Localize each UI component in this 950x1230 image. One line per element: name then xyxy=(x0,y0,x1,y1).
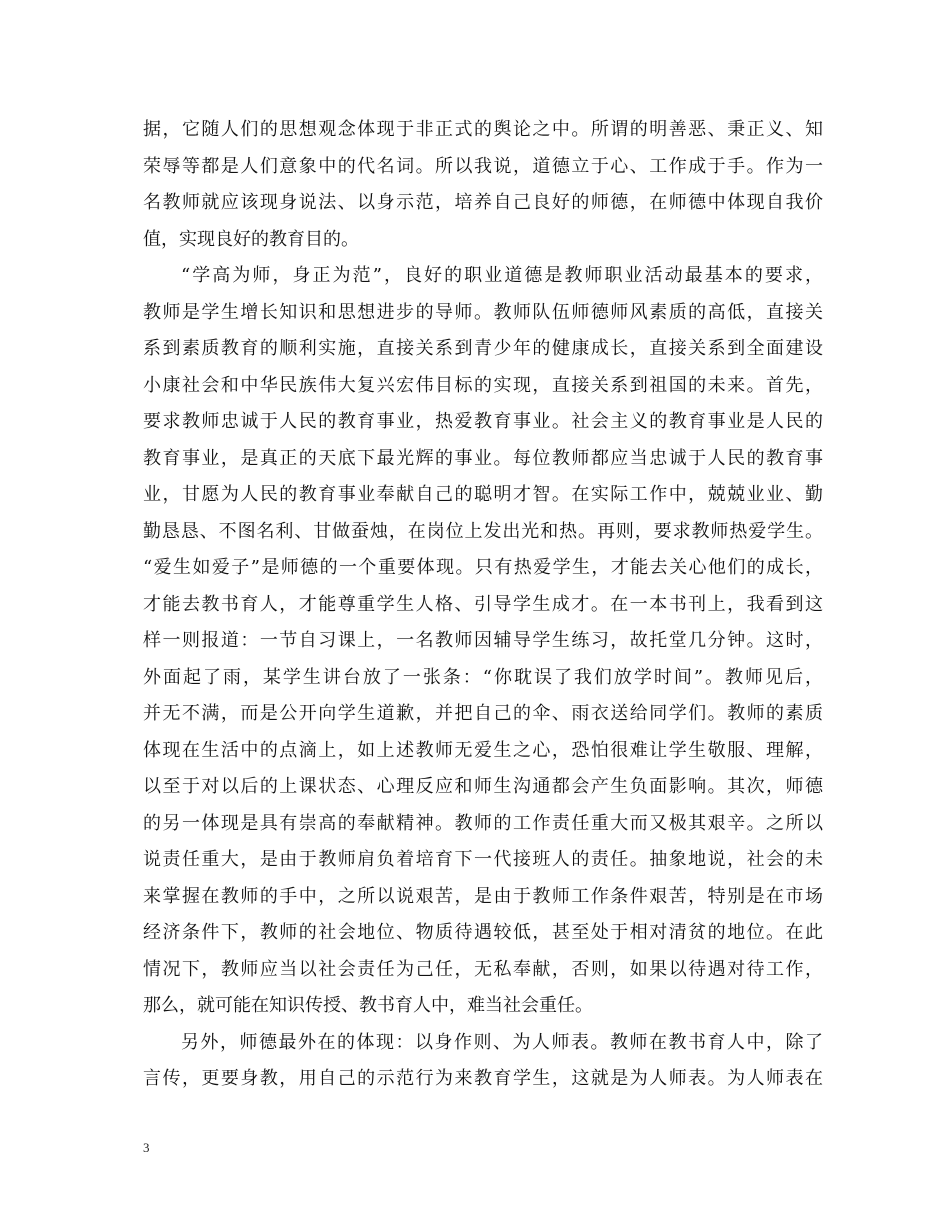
text-line: 那么，就可能在知识传授、教书育人中，难当社会重任。 xyxy=(143,995,593,1016)
text-line: 名教师就应该现身说法、以身示范，培养自己良好的师德，在师德中体现自我价 xyxy=(143,192,823,213)
text-line: 来掌握在教师的手中，之所以说艰苦，是由于教师工作条件艰苦，特别是在市场 xyxy=(143,885,823,907)
text-line: 样一则报道：一节自习课上，一名教师因辅导学生练习，故托堂几分钟。这时， xyxy=(143,630,823,651)
paragraph-first-line: “学高为师，身正为范”，良好的职业道德是教师职业活动最基本的要求， xyxy=(181,265,823,286)
text-line: 教师是学生增长知识和思想进步的导师。教师队伍师德师风素质的高低，直接关 xyxy=(143,301,823,323)
text-line: 的另一体现是具有崇高的奉献精神。教师的工作责任重大而又极其艰辛。之所以 xyxy=(143,812,823,834)
body-text xyxy=(143,112,823,1098)
text-line: 据，它随人们的思想观念体现于非正式的舆论之中。所谓的明善恶、秉正义、知 xyxy=(143,119,823,140)
text-line: 业，甘愿为人民的教育事业奉献自己的聪明才智。在实际工作中，兢兢业业、勤 xyxy=(143,484,823,505)
text-line: 体现在生活中的点滴上，如上述教师无爱生之心，恐怕很难让学生敬服、理解， xyxy=(143,739,823,761)
text-line: 荣辱等都是人们意象中的代名词。所以我说，道德立于心、工作成于手。作为一 xyxy=(143,155,823,177)
text-line: 系到素质教育的顺利实施，直接关系到青少年的健康成长，直接关系到全面建设 xyxy=(143,338,823,359)
text-line: 说责任重大，是由于教师肩负着培育下一代接班人的责任。抽象地说，社会的未 xyxy=(143,849,823,870)
text-line: 并无不满，而是公开向学生道歉，并把自己的伞、雨衣送给同学们。教师的素质 xyxy=(143,703,823,724)
text-line: 才能去教书育人，才能尊重学生人格、引导学生成才。在一本书刊上，我看到这 xyxy=(143,593,823,615)
page-number: 3 xyxy=(143,1140,150,1155)
paragraph-first-line: 另外，师德最外在的体现：以身作则、为人师表。教师在教书育人中，除了 xyxy=(181,1031,823,1053)
text-line: 值，实现良好的教育目的。 xyxy=(143,228,359,250)
text-line: 情况下，教师应当以社会责任为己任，无私奉献，否则，如果以待遇对待工作， xyxy=(143,958,823,980)
text-line: 以至于对以后的上课状态、心理反应和师生沟通都会产生负面影响。其次，师德 xyxy=(143,776,823,797)
text-line: “爱生如爱子”是师德的一个重要体现。只有热爱学生，才能去关心他们的成长， xyxy=(143,557,823,578)
text-line: 教育事业，是真正的天底下最光辉的事业。每位教师都应当忠诚于人民的教育事 xyxy=(143,447,823,469)
text-line: 小康社会和中华民族伟大复兴宏伟目标的实现，直接关系到祖国的未来。首先， xyxy=(143,374,823,396)
text-line: 外面起了雨，某学生讲台放了一张条：“你耽误了我们放学时间”。教师见后， xyxy=(143,666,823,688)
text-line: 勤恳恳、不图名利、甘做蚕烛，在岗位上发出光和热。再则，要求教师热爱学生。 xyxy=(143,520,823,542)
text-line: 言传，更要身教，用自己的示范行为来教育学生，这就是为人师表。为人师表在 xyxy=(143,1068,823,1089)
text-line: 经济条件下，教师的社会地位、物质待遇较低，甚至处于相对清贫的地位。在此 xyxy=(143,922,823,943)
text-line: 要求教师忠诚于人民的教育事业，热爱教育事业。社会主义的教育事业是人民的 xyxy=(143,411,823,432)
